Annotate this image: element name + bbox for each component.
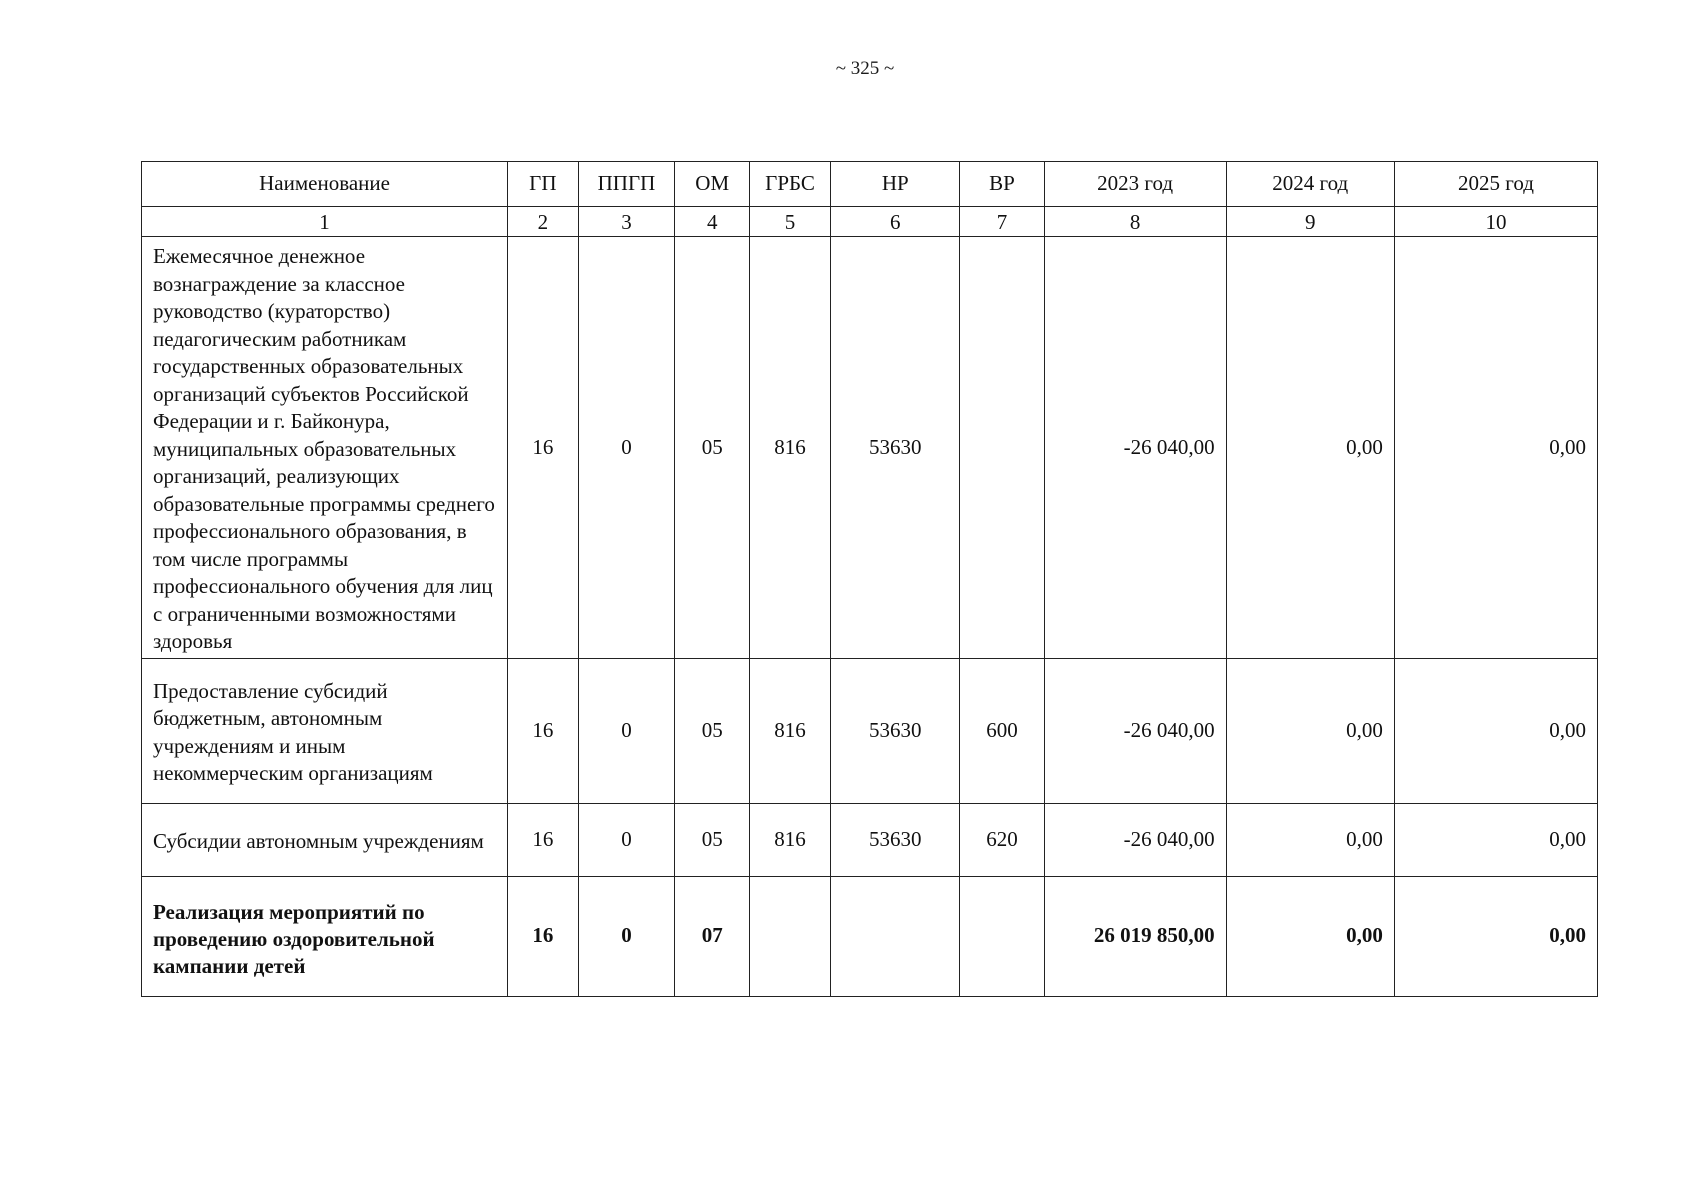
cell-2025: 0,00 bbox=[1394, 803, 1597, 876]
cell-vr bbox=[960, 237, 1044, 659]
header-2024: 2024 год bbox=[1226, 162, 1394, 207]
cell-2025: 0,00 bbox=[1394, 658, 1597, 803]
row-name: Ежемесячное денежное вознаграждение за классное руководство (кураторство) педагогическим работникам государственных образовательных организаций субъектов Российской Федерации и г. Байконура, муниципальных образовательных организаций, реализующих образовательные программы среднего профессионального образования, в том числе программы профессионального обучения для лиц с ограниченными возможностями здоровья bbox=[142, 237, 508, 659]
cell-2025: 0,00 bbox=[1394, 876, 1597, 996]
header-row bbox=[142, 162, 1598, 207]
column-number: 8 bbox=[1044, 207, 1226, 237]
cell-2025: 0,00 bbox=[1394, 237, 1597, 659]
cell-gp: 16 bbox=[508, 658, 578, 803]
cell-2024: 0,00 bbox=[1226, 658, 1394, 803]
row-name: Предоставление субсидий бюджетным, автономным учреждениям и иным некоммерческим организациям bbox=[142, 658, 508, 803]
cell-2023: -26 040,00 bbox=[1044, 237, 1226, 659]
cell-vr: 620 bbox=[960, 803, 1044, 876]
cell-2024: 0,00 bbox=[1226, 237, 1394, 659]
header-name: Наименование bbox=[142, 162, 508, 207]
cell-vr bbox=[960, 876, 1044, 996]
cell-2023: -26 040,00 bbox=[1044, 658, 1226, 803]
column-number: 6 bbox=[831, 207, 960, 237]
header-vr: ВР bbox=[960, 162, 1044, 207]
cell-gp: 16 bbox=[508, 876, 578, 996]
column-number: 3 bbox=[578, 207, 675, 237]
cell-grbs: 816 bbox=[750, 803, 831, 876]
cell-gp: 16 bbox=[508, 803, 578, 876]
cell-2024: 0,00 bbox=[1226, 876, 1394, 996]
cell-om: 05 bbox=[675, 803, 750, 876]
cell-nr bbox=[831, 876, 960, 996]
cell-ppgp: 0 bbox=[578, 803, 675, 876]
cell-ppgp: 0 bbox=[578, 658, 675, 803]
header-2023: 2023 год bbox=[1044, 162, 1226, 207]
cell-nr: 53630 bbox=[831, 803, 960, 876]
column-number: 5 bbox=[750, 207, 831, 237]
budget-table bbox=[141, 161, 1598, 997]
cell-vr: 600 bbox=[960, 658, 1044, 803]
header-2025: 2025 год bbox=[1394, 162, 1597, 207]
column-number: 2 bbox=[508, 207, 578, 237]
header-gp: ГП bbox=[508, 162, 578, 207]
cell-grbs bbox=[750, 876, 831, 996]
column-number: 1 bbox=[142, 207, 508, 237]
header-nr: НР bbox=[831, 162, 960, 207]
cell-2023: -26 040,00 bbox=[1044, 803, 1226, 876]
cell-om: 05 bbox=[675, 237, 750, 659]
row-name: Субсидии автономным учреждениям bbox=[142, 803, 508, 876]
table-row bbox=[142, 658, 1598, 803]
header-om: ОМ bbox=[675, 162, 750, 207]
header-grbs: ГРБС bbox=[750, 162, 831, 207]
table-row bbox=[142, 237, 1598, 659]
table-row bbox=[142, 876, 1598, 996]
cell-ppgp: 0 bbox=[578, 876, 675, 996]
cell-grbs: 816 bbox=[750, 658, 831, 803]
column-number: 9 bbox=[1226, 207, 1394, 237]
column-number: 7 bbox=[960, 207, 1044, 237]
cell-om: 07 bbox=[675, 876, 750, 996]
cell-nr: 53630 bbox=[831, 237, 960, 659]
column-number: 10 bbox=[1394, 207, 1597, 237]
cell-grbs: 816 bbox=[750, 237, 831, 659]
cell-2024: 0,00 bbox=[1226, 803, 1394, 876]
cell-2023: 26 019 850,00 bbox=[1044, 876, 1226, 996]
row-name: Реализация мероприятий по проведению оздоровительной кампании детей bbox=[142, 876, 508, 996]
page-number: ~ 325 ~ bbox=[835, 58, 895, 79]
cell-gp: 16 bbox=[508, 237, 578, 659]
cell-om: 05 bbox=[675, 658, 750, 803]
cell-nr: 53630 bbox=[831, 658, 960, 803]
column-number-row bbox=[142, 207, 1598, 237]
header-ppgp: ППГП bbox=[578, 162, 675, 207]
column-number: 4 bbox=[675, 207, 750, 237]
cell-ppgp: 0 bbox=[578, 237, 675, 659]
table-row bbox=[142, 803, 1598, 876]
